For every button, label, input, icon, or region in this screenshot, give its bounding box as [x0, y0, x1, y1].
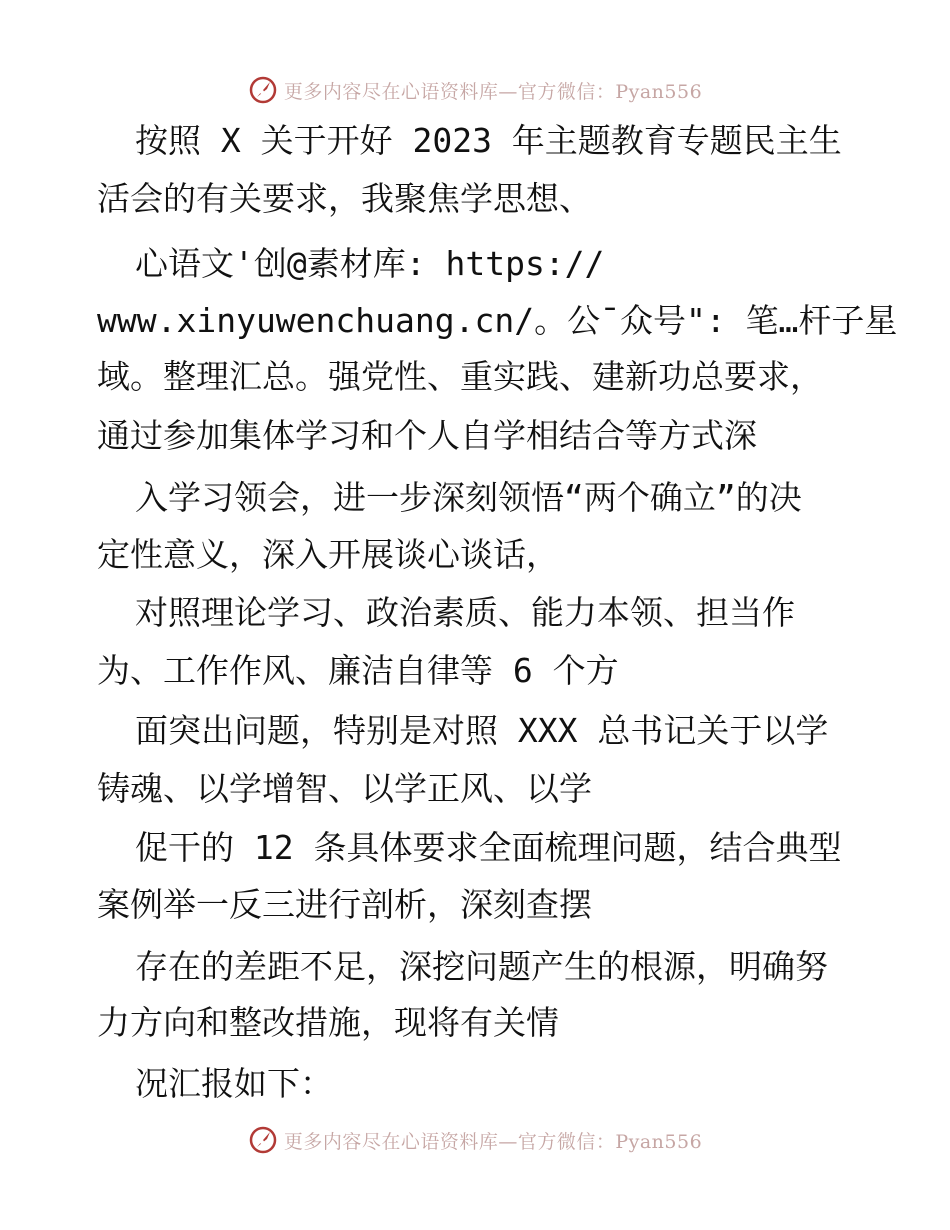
text-line: www.xinyuwenchuang.cn/。公¯众号": 笔…杆子星	[97, 301, 898, 340]
text-line: 按照 X 关于开好 2023 年主题教育专题民主生	[135, 121, 842, 160]
text-line: 案例举一反三进行剖析，深刻查摆	[97, 885, 592, 924]
text-line: 入学习领会，进一步深刻领悟“两个确立”的决	[135, 478, 802, 517]
quill-circle-logo-icon	[248, 1125, 278, 1155]
footer-banner	[0, 1120, 950, 1160]
text-line: 面突出问题，特别是对照 XXX 总书记关于以学	[135, 711, 829, 750]
text-line: 促干的 12 条具体要求全面梳理问题，结合典型	[135, 828, 842, 867]
header-banner-text: 更多内容尽在心语资料库—官方微信：Pyan556	[283, 80, 703, 103]
text-line: 存在的差距不足，深挖问题产生的根源，明确努	[135, 947, 828, 986]
text-line: 域。整理汇总。强党性、重实践、建新功总要求，	[97, 357, 823, 396]
text-line: 对照理论学习、政治素质、能力本领、担当作	[135, 593, 795, 632]
text-line: 活会的有关要求，我聚焦学思想、	[97, 179, 592, 218]
quill-circle-logo-icon	[248, 75, 278, 105]
text-line: 铸魂、以学增智、以学正风、以学	[97, 769, 592, 808]
text-line: 况汇报如下：	[135, 1064, 333, 1103]
text-line: 为、工作作风、廉洁自律等 6 个方	[97, 651, 619, 690]
text-line: 通过参加集体学习和个人自学相结合等方式深	[97, 416, 757, 455]
footer-banner-text: 更多内容尽在心语资料库—官方微信：Pyan556	[283, 1130, 703, 1153]
text-line: 力方向和整改措施，现将有关情	[97, 1003, 559, 1042]
text-line: 心语文'创@素材库: https://	[135, 244, 605, 283]
text-line: 定性意义，深入开展谈心谈话，	[97, 535, 559, 574]
header-banner	[0, 70, 950, 110]
